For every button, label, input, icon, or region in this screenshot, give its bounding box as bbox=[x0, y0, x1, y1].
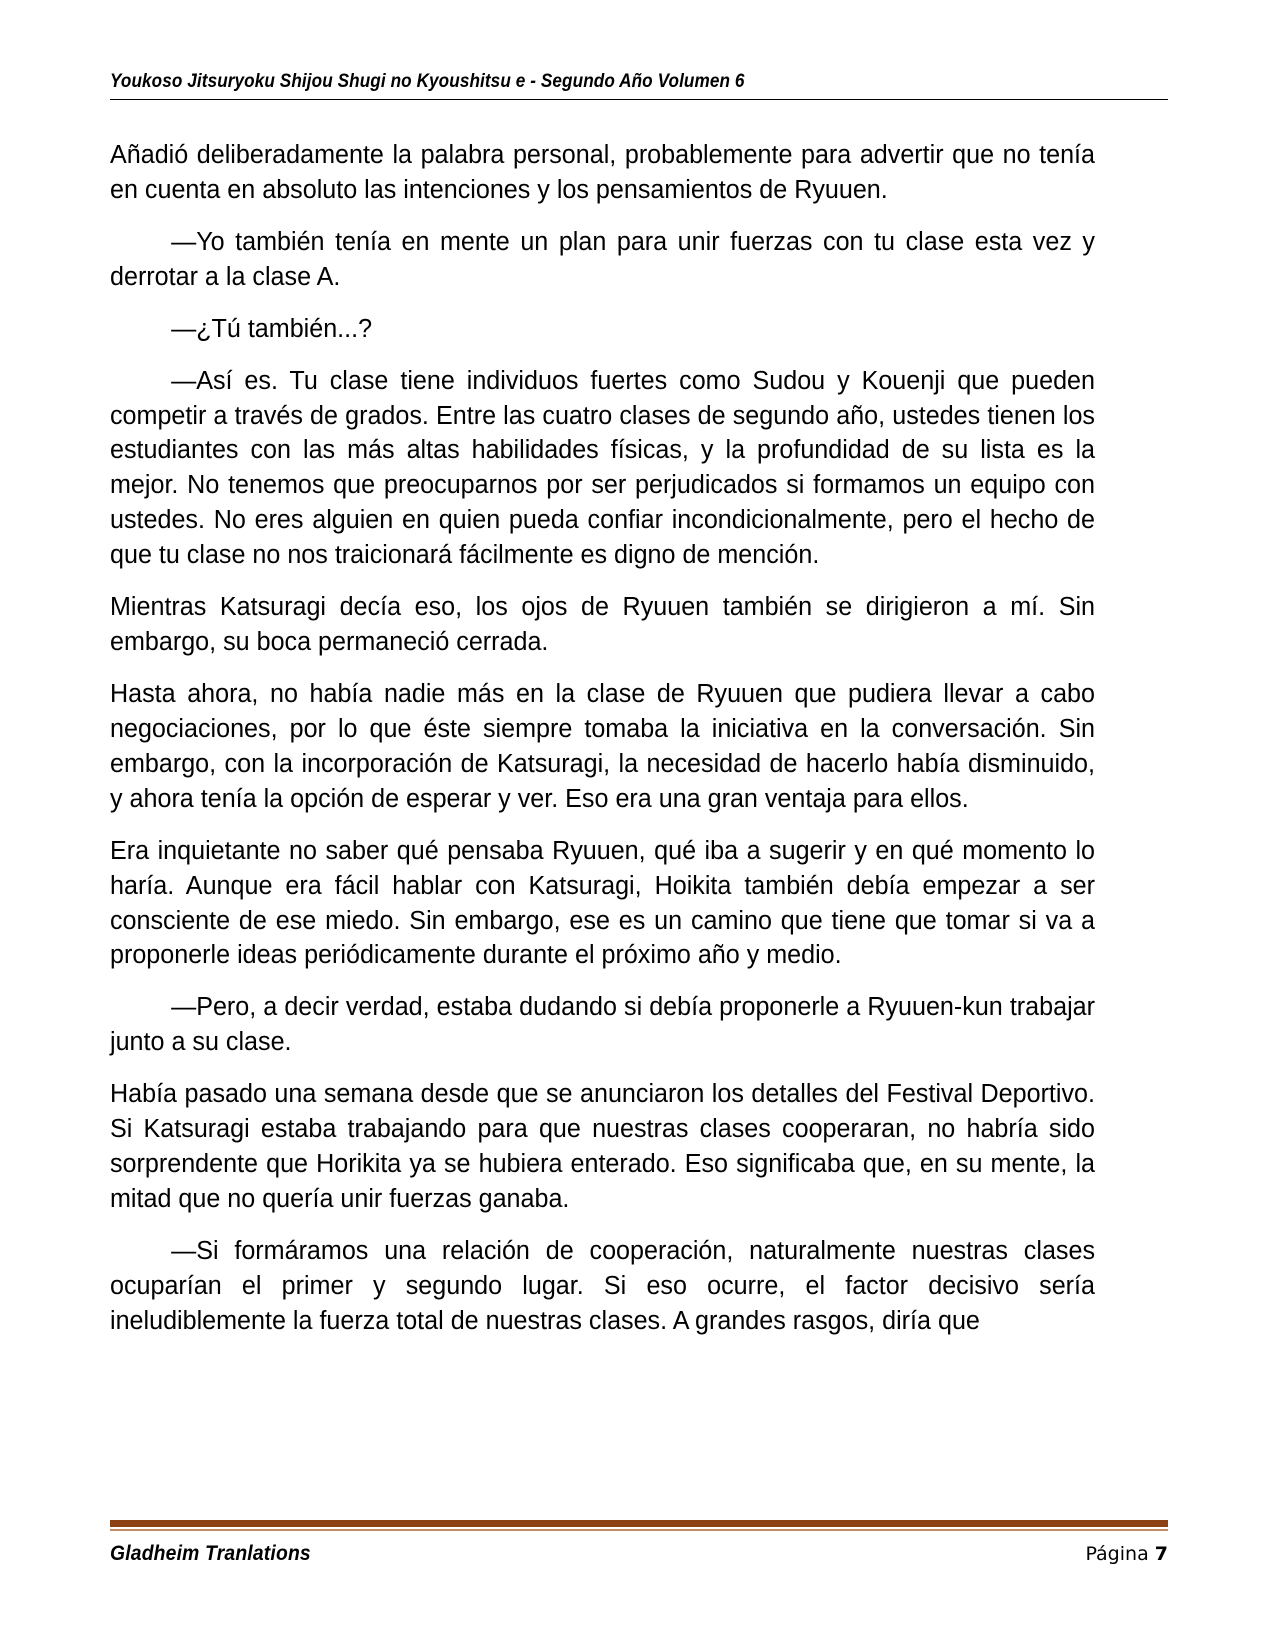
paragraph-1: Añadió deliberadamente la palabra personal, probablemente para advertir que no tenía en cuenta en absoluto las intenciones y los pensamientos de Ryuuen. bbox=[110, 141, 1095, 204]
page-footer bbox=[110, 1520, 1168, 1566]
paragraph-7: Era inquietante no saber qué pensaba Ryuuen, qué iba a sugerir y en qué momento lo haría. Aunque era fácil hablar con Katsuragi, Hoikita también debía empezar a ser consciente de ese miedo. Sin embargo, ese es un camino que tiene que tomar si va a proponerle ideas periódicamente durante el próximo año y medio. bbox=[110, 836, 1095, 970]
paragraph-10-dialogue: —Si formáramos una relación de cooperación, naturalmente nuestras clases ocuparían el primer y segundo lugar. Si eso ocurre, el factor decisivo sería ineludiblemente la fuerza total de nuestras clases. A grandes rasgos, diría que bbox=[110, 1236, 1095, 1335]
header-divider bbox=[110, 99, 1168, 100]
paragraph-8-dialogue: —Pero, a decir verdad, estaba dudando si debía proponerle a Ryuuen-kun trabajar junto a su clase. bbox=[110, 993, 1095, 1057]
paragraph-6: Hasta ahora, no había nadie más en la clase de Ryuuen que pudiera llevar a cabo negociaciones, por lo que éste siempre tomaba la iniciativa en la conversación. Sin embargo, con la incorporación de Katsuragi, la necesidad de hacerlo había disminuido, y ahora tenía la opción de esperar y ver. Eso era una gran ventaja para ellos. bbox=[110, 679, 1095, 813]
page-body bbox=[110, 138, 1110, 1339]
header-title: Youkoso Jitsuryoku Shijou Shugi no Kyoushitsu e - Segundo Año Volumen 6 bbox=[110, 70, 745, 92]
paragraph-2-dialogue: —Yo también tenía en mente un plan para unir fuerzas con tu clase esta vez y derrotar a la clase A. bbox=[110, 227, 1095, 291]
paragraph-3-dialogue: —¿Tú también...? bbox=[171, 314, 373, 343]
footer-divider-thick bbox=[110, 1520, 1168, 1527]
page-label: Página bbox=[1085, 1543, 1149, 1565]
page-number-value: 7 bbox=[1154, 1543, 1168, 1565]
footer-translation-credit: Gladheim Tranlations bbox=[110, 1542, 311, 1565]
footer-content-row bbox=[110, 1542, 1168, 1566]
paragraph-9: Había pasado una semana desde que se anunciaron los detalles del Festival Deportivo. Si Katsuragi estaba trabajando para que nuestras clases cooperaran, no habría sido sorprendente que Horikita ya se hubiera enterado. Eso significaba que, en su mente, la mitad que no quería unir fuerzas ganaba. bbox=[110, 1080, 1095, 1213]
footer-divider-thin bbox=[110, 1529, 1168, 1531]
paragraph-4-dialogue: —Así es. Tu clase tiene individuos fuertes como Sudou y Kouenji que pueden competir a través de grados. Entre las cuatro clases de segundo año, ustedes tienen los estudiantes con las más altas habilidades físicas, y la profundidad de su lista es la mejor. No tenemos que preocuparnos por ser perjudicados si formamos un equipo con ustedes. No eres alguien en quien pueda confiar incondicionalmente, pero el hecho de que tu clase no nos traicionará fácilmente es digno de mención. bbox=[110, 366, 1095, 570]
page-header bbox=[110, 70, 1168, 100]
footer-page-number bbox=[1085, 1543, 1168, 1565]
paragraph-5: Mientras Katsuragi decía eso, los ojos de Ryuuen también se dirigieron a mí. Sin embargo, su boca permaneció cerrada. bbox=[110, 593, 1095, 657]
